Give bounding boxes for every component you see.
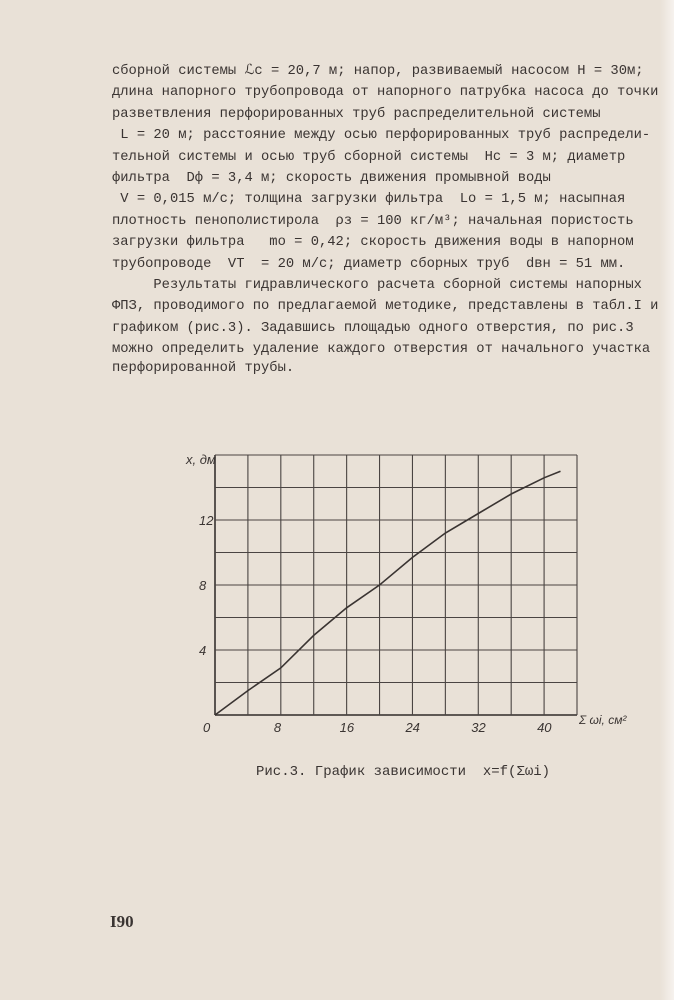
x-tick-label: 40 [537, 720, 552, 735]
x-tick-label: 8 [273, 720, 282, 735]
text-line: плотность пенополистирола ρз = 100 кг/м³; начальная пористость [112, 213, 634, 229]
text-line: трубопроводе VT = 20 м/с; диаметр сборных труб dвн = 51 мм. [112, 256, 626, 272]
figure-caption: Рис.3. График зависимости x=f(Σωi) [256, 764, 551, 780]
text-line: L = 20 м; расстояние между осью перфорированных труб распредели- [112, 128, 651, 144]
text-line: длина напорного трубопровода от напорного патрубка насоса до точки [112, 85, 659, 101]
text-line: ФПЗ, проводимого по предлагаемой методике, представлены в табл.I и [112, 299, 659, 315]
text-line: перфорированной трубы. [112, 360, 295, 376]
x-tick-label: 32 [471, 720, 486, 735]
text-line: можно определить удаление каждого отверстия от начального участка [112, 342, 651, 358]
page-number: I90 [110, 912, 134, 931]
text-line: V = 0,015 м/с; толщина загрузки фильтра Lo = 1,5 м; насыпная [112, 192, 626, 208]
x-axis-label: Σ ωi, см² [579, 713, 627, 727]
text-line: тельной системы и осью труб сборной системы Hc = 3 м; диаметр [112, 149, 626, 165]
x-tick-label: 24 [405, 720, 420, 735]
text-line: фильтра Dф = 3,4 м; скорость движения промывной воды [112, 171, 551, 186]
x-tick-label: 16 [339, 720, 355, 735]
text-line: загрузки фильтра mo = 0,42; скорость движения воды в напорном [112, 235, 634, 251]
text-line: сборной системы ℒc = 20,7 м; напор, развиваемый насосом H = 30м; [112, 64, 644, 79]
text-line: Результаты гидравлического расчета сборной системы напорных [112, 278, 642, 293]
data-curve [215, 471, 561, 715]
y-tick-label: 12 [199, 513, 214, 528]
x-tick-label: 0 [203, 720, 211, 735]
text-line: разветвления перфорированных труб распределительной системы [112, 106, 601, 122]
text-line: графиком (рис.3). Задавшись площадью одного отверстия, по рис.3 [112, 320, 634, 336]
y-tick-label: 4 [199, 643, 207, 658]
y-tick-label: 8 [199, 578, 207, 593]
y-axis-label: x, дм [186, 452, 216, 467]
